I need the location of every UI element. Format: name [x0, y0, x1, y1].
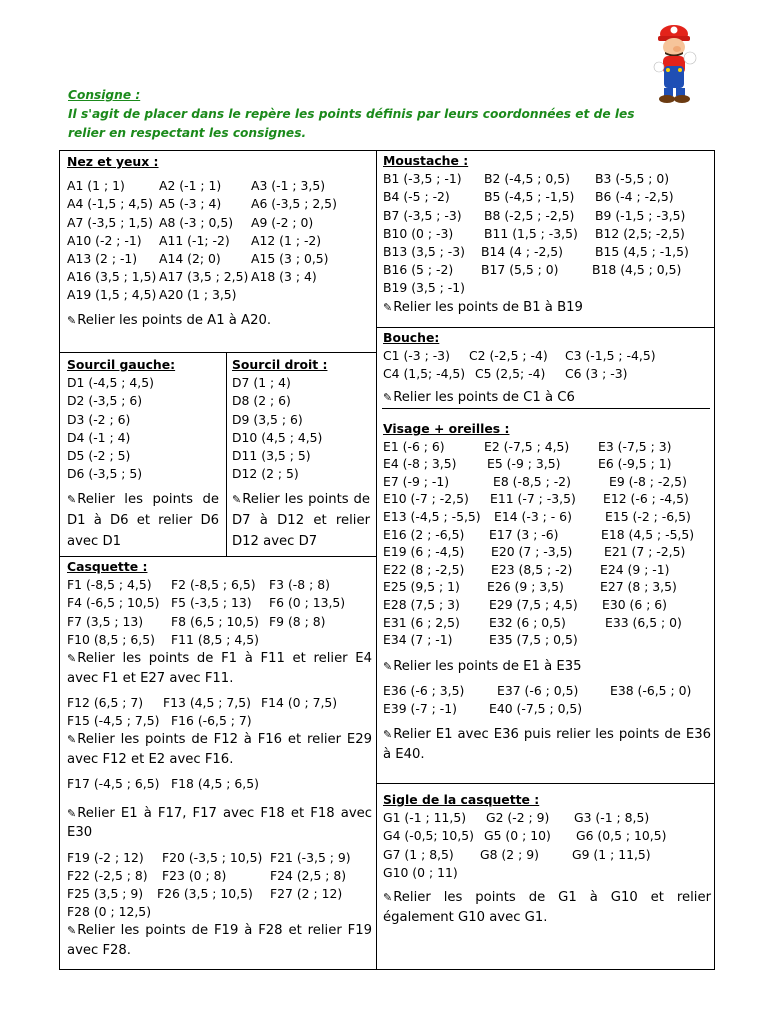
points-row: [67, 214, 372, 232]
instruction-text: Relier les points de C1 à C6: [393, 389, 575, 405]
point: E26 (9 ; 3,5): [487, 579, 564, 595]
point: E4 (-8 ; 3,5): [383, 456, 457, 472]
point: E18 (4,5 ; -5,5): [601, 526, 695, 542]
point: A11 (-1; -2): [159, 232, 230, 248]
point: E35 (7,5 ; 0,5): [489, 632, 578, 648]
point: E11 (-7 ; -3,5): [490, 491, 576, 507]
point: D12 (2 ; 5): [232, 466, 299, 482]
point: E40 (-7,5 ; 0,5): [489, 700, 583, 716]
points-row: [67, 177, 372, 195]
point: A19 (1,5 ; 4,5): [67, 287, 157, 303]
point: A12 (1 ; -2): [251, 232, 322, 248]
section-title: Casquette :: [67, 559, 148, 574]
points-row: [67, 232, 372, 250]
point: D9 (3,5 ; 6): [232, 411, 303, 427]
point: E7 (-9 ; -1): [383, 473, 450, 489]
point: E6 (-9,5 ; 1): [598, 456, 672, 472]
points-row: [383, 614, 711, 632]
point: F3 (-8 ; 8): [269, 577, 330, 593]
point: D8 (2 ; 6): [232, 393, 291, 409]
points-row: [383, 827, 711, 845]
point: G2 (-2 ; 9): [486, 810, 550, 826]
point: F23 (0 ; 8): [162, 867, 227, 883]
point: B6 (-4 ; -2,5): [595, 189, 674, 205]
point: A7 (-3,5 ; 1,5): [67, 214, 153, 230]
point: E27 (8 ; 3,5): [600, 579, 677, 595]
point: E8 (-8,5 ; -2): [493, 473, 571, 489]
divider: [376, 783, 715, 784]
instruction-text: Relier les points de F1 à F11 et relier E4 avec F1 et E27 avec F11.: [67, 651, 372, 686]
point: C6 (3 ; -3): [565, 366, 628, 382]
point: E14 (-3 ; - 6): [494, 508, 572, 524]
points-row: [383, 473, 711, 491]
mario-illustration: [650, 22, 700, 104]
points-row: [67, 286, 372, 304]
points-row: [383, 170, 711, 188]
point: F6 (0 ; 13,5): [269, 595, 346, 611]
instruction-text: Relier les points de F19 à F28 et relier F19 avec F28.: [67, 923, 372, 958]
point: D3 (-2 ; 6): [67, 411, 131, 427]
point: G8 (2 ; 9): [480, 846, 539, 862]
point: E21 (7 ; -2,5): [604, 544, 686, 560]
point: B19 (3,5 ; -1): [383, 280, 465, 296]
pen-icon: ✎: [383, 659, 393, 673]
instruction: [67, 489, 219, 552]
point: E12 (-6 ; -4,5): [603, 491, 689, 507]
point: E24 (9 ; -1): [600, 561, 670, 577]
pen-icon: ✎: [232, 493, 242, 507]
point: F20 (-3,5 ; 10,5): [162, 849, 263, 865]
point: E9 (-8 ; -2,5): [609, 473, 687, 489]
points-row: [383, 561, 711, 579]
instruction: [383, 298, 711, 318]
point: A18 (3 ; 4): [251, 269, 317, 285]
point: B9 (-1,5 ; -3,5): [595, 207, 686, 223]
point: B12 (2,5; -2,5): [595, 225, 685, 241]
instruction: [67, 311, 372, 331]
point: B3 (-5,5 ; 0): [595, 171, 670, 187]
points-row: [383, 243, 711, 261]
point: F9 (8 ; 8): [269, 613, 326, 629]
point: E39 (-7 ; -1): [383, 700, 457, 716]
section-title: Sourcil gauche:: [67, 357, 176, 372]
point: E28 (7,5 ; 3): [383, 596, 460, 612]
points-row: [383, 490, 711, 508]
section-title: Sourcil droit :: [232, 357, 328, 372]
point: G10 (0 ; 11): [383, 864, 458, 880]
point: B8 (-2,5 ; -2,5): [484, 207, 575, 223]
point: D10 (4,5 ; 4,5): [232, 429, 323, 445]
point: E16 (2 ; -6,5): [383, 526, 465, 542]
point: A16 (3,5 ; 1,5): [67, 269, 157, 285]
points-row: [67, 576, 372, 594]
instruction-text: Relier les points de F12 à F16 et relier E29 avec F12 et E2 avec F16.: [67, 732, 372, 767]
point: C2 (-2,5 ; -4): [469, 348, 548, 364]
point: E29 (7,5 ; 4,5): [489, 596, 578, 612]
point: E17 (3 ; -6): [489, 526, 559, 542]
points-row: [67, 849, 372, 867]
point: A1 (1 ; 1): [67, 178, 125, 194]
points-row: [383, 261, 711, 279]
point: F28 (0 ; 12,5): [67, 904, 152, 920]
point: E2 (-7,5 ; 4,5): [484, 438, 570, 454]
instruction: [383, 657, 711, 677]
instruction: [67, 649, 372, 688]
instruction-text: Relier les points de E1 à E35: [393, 658, 582, 674]
point: E30 (6 ; 6): [602, 596, 668, 612]
point: E5 (-9 ; 3,5): [487, 456, 561, 472]
section-title: Sigle de la casquette :: [383, 792, 540, 807]
column-divider: [376, 150, 377, 970]
point: B17 (5,5 ; 0): [481, 262, 559, 278]
point: F25 (3,5 ; 9): [67, 886, 144, 902]
section-moustache: [383, 152, 711, 317]
point: G4 (-0,5; 10,5): [383, 828, 474, 844]
point: F22 (-2,5 ; 8): [67, 867, 148, 883]
points-row: [67, 903, 372, 921]
consigne-heading: Consigne :: [68, 88, 141, 102]
point: A13 (2 ; -1): [67, 251, 138, 267]
instruction-text: Relier les points de B1 à B19: [393, 299, 583, 315]
point: F24 (2,5 ; 8): [270, 867, 347, 883]
divider: [59, 556, 377, 557]
divider: [59, 352, 377, 353]
point: F17 (-4,5 ; 6,5): [67, 776, 160, 792]
consigne-block: [68, 86, 668, 143]
point: F16 (-6,5 ; 7): [171, 713, 252, 729]
point: D1 (-4,5 ; 4,5): [67, 375, 154, 391]
point: F10 (8,5 ; 6,5): [67, 631, 155, 647]
points-row: [383, 225, 711, 243]
points-row: [383, 543, 711, 561]
instruction: [67, 730, 372, 769]
point: C4 (1,5; -4,5): [383, 366, 466, 382]
point: E36 (-6 ; 3,5): [383, 683, 465, 699]
point: E25 (9,5 ; 1): [383, 579, 460, 595]
point: F2 (-8,5 ; 6,5): [171, 577, 256, 593]
points-row: [67, 712, 372, 730]
point: F12 (6,5 ; 7): [67, 695, 144, 711]
point: B2 (-4,5 ; 0,5): [484, 171, 570, 187]
point: G7 (1 ; 8,5): [383, 846, 454, 862]
divider: [376, 327, 715, 328]
section-title: Bouche:: [383, 330, 440, 345]
point: F7 (3,5 ; 13): [67, 613, 144, 629]
points-row: [67, 268, 372, 286]
points-row: [67, 775, 372, 793]
points-row: [67, 885, 372, 903]
instruction-text: Relier les points de G1 à G10 et relier également G10 avec G1.: [383, 890, 711, 925]
points-row: [383, 455, 711, 473]
point: A10 (-2 ; -1): [67, 232, 142, 248]
point: E20 (7 ; -3,5): [491, 544, 573, 560]
points-row: [67, 195, 372, 213]
point: G3 (-1 ; 8,5): [574, 810, 650, 826]
point: B18 (4,5 ; 0,5): [592, 262, 682, 278]
divider: [226, 352, 227, 556]
point: A20 (1 ; 3,5): [159, 287, 237, 303]
point: E19 (6 ; -4,5): [383, 544, 465, 560]
instruction-text: Relier les points de A1 à A20.: [77, 312, 272, 328]
point: F8 (6,5 ; 10,5): [171, 613, 259, 629]
point: C1 (-3 ; -3): [383, 348, 450, 364]
instruction-text: Relier E1 à F17, F17 avec F18 et F18 avec E30: [67, 805, 372, 841]
point: F13 (4,5 ; 7,5): [163, 695, 251, 711]
point: D6 (-3,5 ; 5): [67, 466, 143, 482]
points-row: [383, 365, 711, 383]
pen-icon: ✎: [383, 300, 393, 314]
points-row: [67, 631, 372, 649]
point: G1 (-1 ; 11,5): [383, 810, 467, 826]
points-row: [383, 508, 711, 526]
point: A3 (-1 ; 3,5): [251, 178, 326, 194]
instruction-text: Relier les points de D1 à D6 et relier D6 avec D1: [67, 492, 219, 550]
pen-icon: ✎: [67, 313, 77, 327]
section-title: Visage + oreilles :: [383, 421, 510, 436]
points-row: [383, 809, 711, 827]
point: G6 (0,5 ; 10,5): [576, 828, 667, 844]
point: D2 (-3,5 ; 6): [67, 393, 143, 409]
points-row: [383, 438, 711, 456]
point: F21 (-3,5 ; 9): [270, 849, 351, 865]
point: A2 (-1 ; 1): [159, 178, 222, 194]
section-visage-oreilles: [383, 420, 711, 764]
instruction: [67, 804, 372, 843]
point: E32 (6 ; 0,5): [489, 614, 566, 630]
point: E34 (7 ; -1): [383, 632, 453, 648]
points-row: [383, 207, 711, 225]
points-row: [383, 700, 711, 718]
points-row: [383, 596, 711, 614]
point: E37 (-6 ; 0,5): [497, 683, 579, 699]
pen-icon: ✎: [67, 924, 77, 938]
points-row: [383, 864, 711, 882]
point: B10 (0 ; -3): [383, 225, 454, 241]
points-row: [67, 867, 372, 885]
instruction: [67, 921, 372, 960]
points-row: [383, 526, 711, 544]
point: C3 (-1,5 ; -4,5): [565, 348, 656, 364]
point: F14 (0 ; 7,5): [261, 695, 338, 711]
point: E22 (8 ; -2,5): [383, 561, 465, 577]
point: E10 (-7 ; -2,5): [383, 491, 469, 507]
pen-icon: ✎: [67, 493, 77, 507]
section-sourcil-droit: [232, 356, 370, 552]
pen-icon: ✎: [67, 652, 77, 666]
point: G9 (1 ; 11,5): [572, 846, 651, 862]
point: D5 (-2 ; 5): [67, 448, 131, 464]
instruction-text: Relier E1 avec E36 puis relier les points de E36 à E40.: [383, 727, 711, 762]
points-row: [67, 594, 372, 612]
point: B14 (4 ; -2,5): [481, 244, 563, 260]
point: A4 (-1,5 ; 4,5): [67, 196, 153, 212]
points-row: [383, 347, 711, 365]
point: F4 (-6,5 ; 10,5): [67, 595, 160, 611]
point: F1 (-8,5 ; 4,5): [67, 577, 152, 593]
point: G5 (0 ; 10): [484, 828, 551, 844]
point: A5 (-3 ; 4): [159, 196, 222, 212]
point: B16 (5 ; -2): [383, 262, 454, 278]
points-row: [383, 846, 711, 864]
point: F11 (8,5 ; 4,5): [171, 631, 259, 647]
section-title: Moustache :: [383, 153, 469, 168]
point: B15 (4,5 ; -1,5): [595, 244, 689, 260]
section-sigle-casquette: [383, 791, 711, 927]
pen-icon: ✎: [67, 806, 77, 820]
instruction-text: Relier les points de D7 à D12 et relier D12 avec D7: [232, 492, 370, 550]
consigne-text: Il s'agit de placer dans le repère les points définis par leurs coordonnées et de les relier en respectant les consignes.: [68, 107, 635, 140]
point: E23 (8,5 ; -2): [491, 561, 573, 577]
section-nez-yeux: [67, 153, 372, 330]
point: F26 (3,5 ; 10,5): [157, 886, 253, 902]
point: C5 (2,5; -4): [475, 366, 546, 382]
point: E31 (6 ; 2,5): [383, 614, 460, 630]
points-row: [67, 613, 372, 631]
point: F15 (-4,5 ; 7,5): [67, 713, 160, 729]
pen-icon: ✎: [383, 891, 393, 905]
points-row: [67, 250, 372, 268]
instruction: [232, 489, 370, 552]
point: B5 (-4,5 ; -1,5): [484, 189, 575, 205]
point: B13 (3,5 ; -3): [383, 244, 465, 260]
points-list: [67, 177, 372, 304]
point: E3 (-7,5 ; 3): [598, 438, 672, 454]
point: B11 (1,5 ; -3,5): [484, 225, 578, 241]
point: F5 (-3,5 ; 13): [171, 595, 252, 611]
point: A15 (3 ; 0,5): [251, 251, 329, 267]
instruction: [383, 725, 711, 764]
points-row: [383, 188, 711, 206]
pen-icon: ✎: [383, 728, 393, 742]
point: F19 (-2 ; 12): [67, 849, 144, 865]
point: D11 (3,5 ; 5): [232, 448, 311, 464]
point: E15 (-2 ; -6,5): [605, 508, 691, 524]
point: E1 (-6 ; 6): [383, 438, 445, 454]
point: E38 (-6,5 ; 0): [610, 683, 692, 699]
point: E33 (6,5 ; 0): [605, 614, 682, 630]
point: A8 (-3 ; 0,5): [159, 214, 234, 230]
point: D4 (-1 ; 4): [67, 429, 131, 445]
point: A17 (3,5 ; 2,5): [159, 269, 249, 285]
point: B1 (-3,5 ; -1): [383, 171, 462, 187]
points-row: [383, 279, 711, 297]
section-sourcil-gauche: [67, 356, 219, 552]
point: E13 (-4,5 ; -5,5): [383, 508, 481, 524]
instruction: [383, 888, 711, 927]
point: A9 (-2 ; 0): [251, 214, 314, 230]
point: A6 (-3,5 ; 2,5): [251, 196, 337, 212]
points-row: [383, 631, 711, 649]
point: F18 (4,5 ; 6,5): [171, 776, 259, 792]
pen-icon: ✎: [383, 390, 393, 404]
divider: [382, 408, 710, 409]
pen-icon: ✎: [67, 733, 77, 747]
instruction: [383, 388, 711, 408]
points-row: [383, 682, 711, 700]
point: B4 (-5 ; -2): [383, 189, 450, 205]
points-row: [67, 694, 372, 712]
point: B7 (-3,5 ; -3): [383, 207, 462, 223]
point: D7 (1 ; 4): [232, 375, 291, 391]
point: F27 (2 ; 12): [270, 886, 343, 902]
section-casquette: [67, 558, 372, 960]
section-title: Nez et yeux :: [67, 154, 159, 169]
points-row: [383, 578, 711, 596]
section-bouche: [383, 329, 711, 407]
point: A14 (2; 0): [159, 251, 221, 267]
